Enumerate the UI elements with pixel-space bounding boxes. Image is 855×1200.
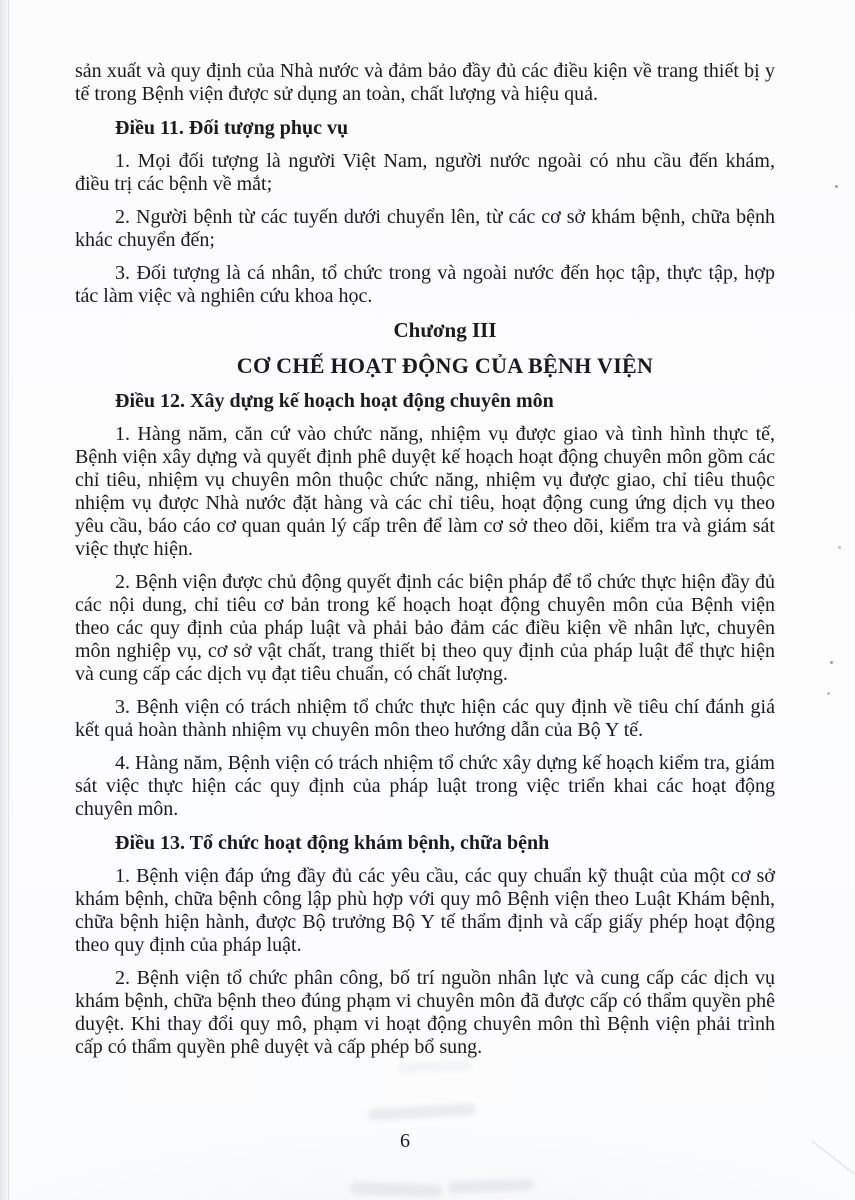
scan-left-edge-line <box>8 0 9 1200</box>
paragraph-dieu12-item2: 2. Bệnh viện được chủ động quyết định các biện pháp để tổ chức thực hiện đầy đủ các nội dung, chỉ tiêu cơ bản trong kế hoạch hoạt động chuyên môn của Bệnh viện theo các quy định của pháp luật và phải bảo đảm các điều kiện về nhân lực, chuyên môn nghiệp vụ, cơ sở vật chất, trang thiết bị theo quy định của pháp luật để thực hiện và cung cấp các dịch vụ đạt tiêu chuẩn, có chất lượng. <box>75 571 775 685</box>
scan-corner-artifact <box>812 1140 855 1177</box>
paragraph-dieu12-item3: 3. Bệnh viện có trách nhiệm tổ chức thực hiện các quy định về tiêu chí đánh giá kết quả hoàn thành nhiệm vụ chuyên môn theo hướng dẫn của Bộ Y tế. <box>75 696 775 741</box>
paragraph-dieu13-item2: 2. Bệnh viện tổ chức phân công, bố trí nguồn nhân lực và cung cấp các dịch vụ khám bệnh, chữa bệnh theo đúng phạm vi chuyên môn đã được cấp có thẩm quyền phê duyệt. Khi thay đổi quy mô, phạm vi hoạt động chuyên môn thì Bệnh viện phải trình cấp có thẩm quyền phê duyệt và cấp phép bổ sung. <box>75 967 775 1058</box>
paragraph-dieu11-item2: 2. Người bệnh từ các tuyến dưới chuyển lên, từ các cơ sở khám bệnh, chữa bệnh khác chuyển đến; <box>75 206 775 251</box>
scan-speck <box>830 661 833 664</box>
ink-bleedthrough-smudge <box>368 1103 476 1121</box>
chapter-title: CƠ CHẾ HOẠT ĐỘNG CỦA BỆNH VIỆN <box>236 353 654 378</box>
scan-speck <box>835 185 838 188</box>
paragraph-dieu13-item1: 1. Bệnh viện đáp ứng đầy đủ các yêu cầu, các quy chuẩn kỹ thuật của một cơ sở khám bệnh, chữa bệnh công lập phù hợp với quy mô Bệnh viện theo Luật Khám bệnh, chữa bệnh hiện hành, được Bộ trưởng Bộ Y tế thẩm định và cấp giấy phép hoạt động theo quy định của pháp luật. <box>75 865 775 956</box>
article-heading-dieu-12: Điều 12. Xây dựng kế hoạch hoạt động chuyên môn <box>115 390 554 412</box>
document-body <box>75 60 775 1059</box>
article-heading-dieu-13: Điều 13. Tổ chức hoạt động khám bệnh, chữa bệnh <box>115 832 550 854</box>
article-heading-dieu-11: Điều 11. Đối tượng phục vụ <box>115 117 349 139</box>
scan-speck <box>827 692 830 695</box>
chapter-label: Chương III <box>393 318 497 342</box>
paragraph-dieu12-item1: 1. Hàng năm, căn cứ vào chức năng, nhiệm vụ được giao và tình hình thực tế, Bệnh viện xây dựng và quyết định phê duyệt kế hoạch hoạt động chuyên môn gồm các chỉ tiêu, nhiệm vụ chuyên môn thuộc chức năng, nhiệm vụ được giao, chỉ tiêu thuộc nhiệm vụ được Nhà nước đặt hàng và các chỉ tiêu, hoạt động cung ứng dịch vụ theo yêu cầu, báo cáo cơ quan quản lý cấp trên để làm cơ sở theo dõi, kiểm tra và giám sát việc thực hiện. <box>75 423 775 560</box>
ink-bleedthrough-smudge <box>350 1181 442 1197</box>
ink-bleedthrough-smudge <box>448 1179 534 1194</box>
ink-bleedthrough-smudge <box>398 1061 472 1074</box>
paragraph-dieu11-item3: 3. Đối tượng là cá nhân, tổ chức trong và ngoài nước đến học tập, thực tập, hợp tác làm việc và nghiên cứu khoa học. <box>75 262 775 307</box>
scan-left-edge-shadow <box>0 0 14 1200</box>
paragraph-dieu12-item4: 4. Hàng năm, Bệnh viện có trách nhiệm tổ chức xây dựng kế hoạch kiểm tra, giám sát việc thực hiện các quy định của pháp luật trong việc triển khai các hoạt động chuyên môn. <box>75 752 775 820</box>
paragraph-dieu11-item1: 1. Mọi đối tượng là người Việt Nam, người nước ngoài có nhu cầu đến khám, điều trị các bệnh về mắt; <box>75 150 775 195</box>
page-number: 6 <box>400 1130 410 1152</box>
paragraph-continued-from-previous-page: sản xuất và quy định của Nhà nước và đảm bảo đầy đủ các điều kiện về trang thiết bị y tế trong Bệnh viện được sử dụng an toàn, chất lượng và hiệu quả. <box>75 60 775 105</box>
scan-speck <box>838 546 841 549</box>
